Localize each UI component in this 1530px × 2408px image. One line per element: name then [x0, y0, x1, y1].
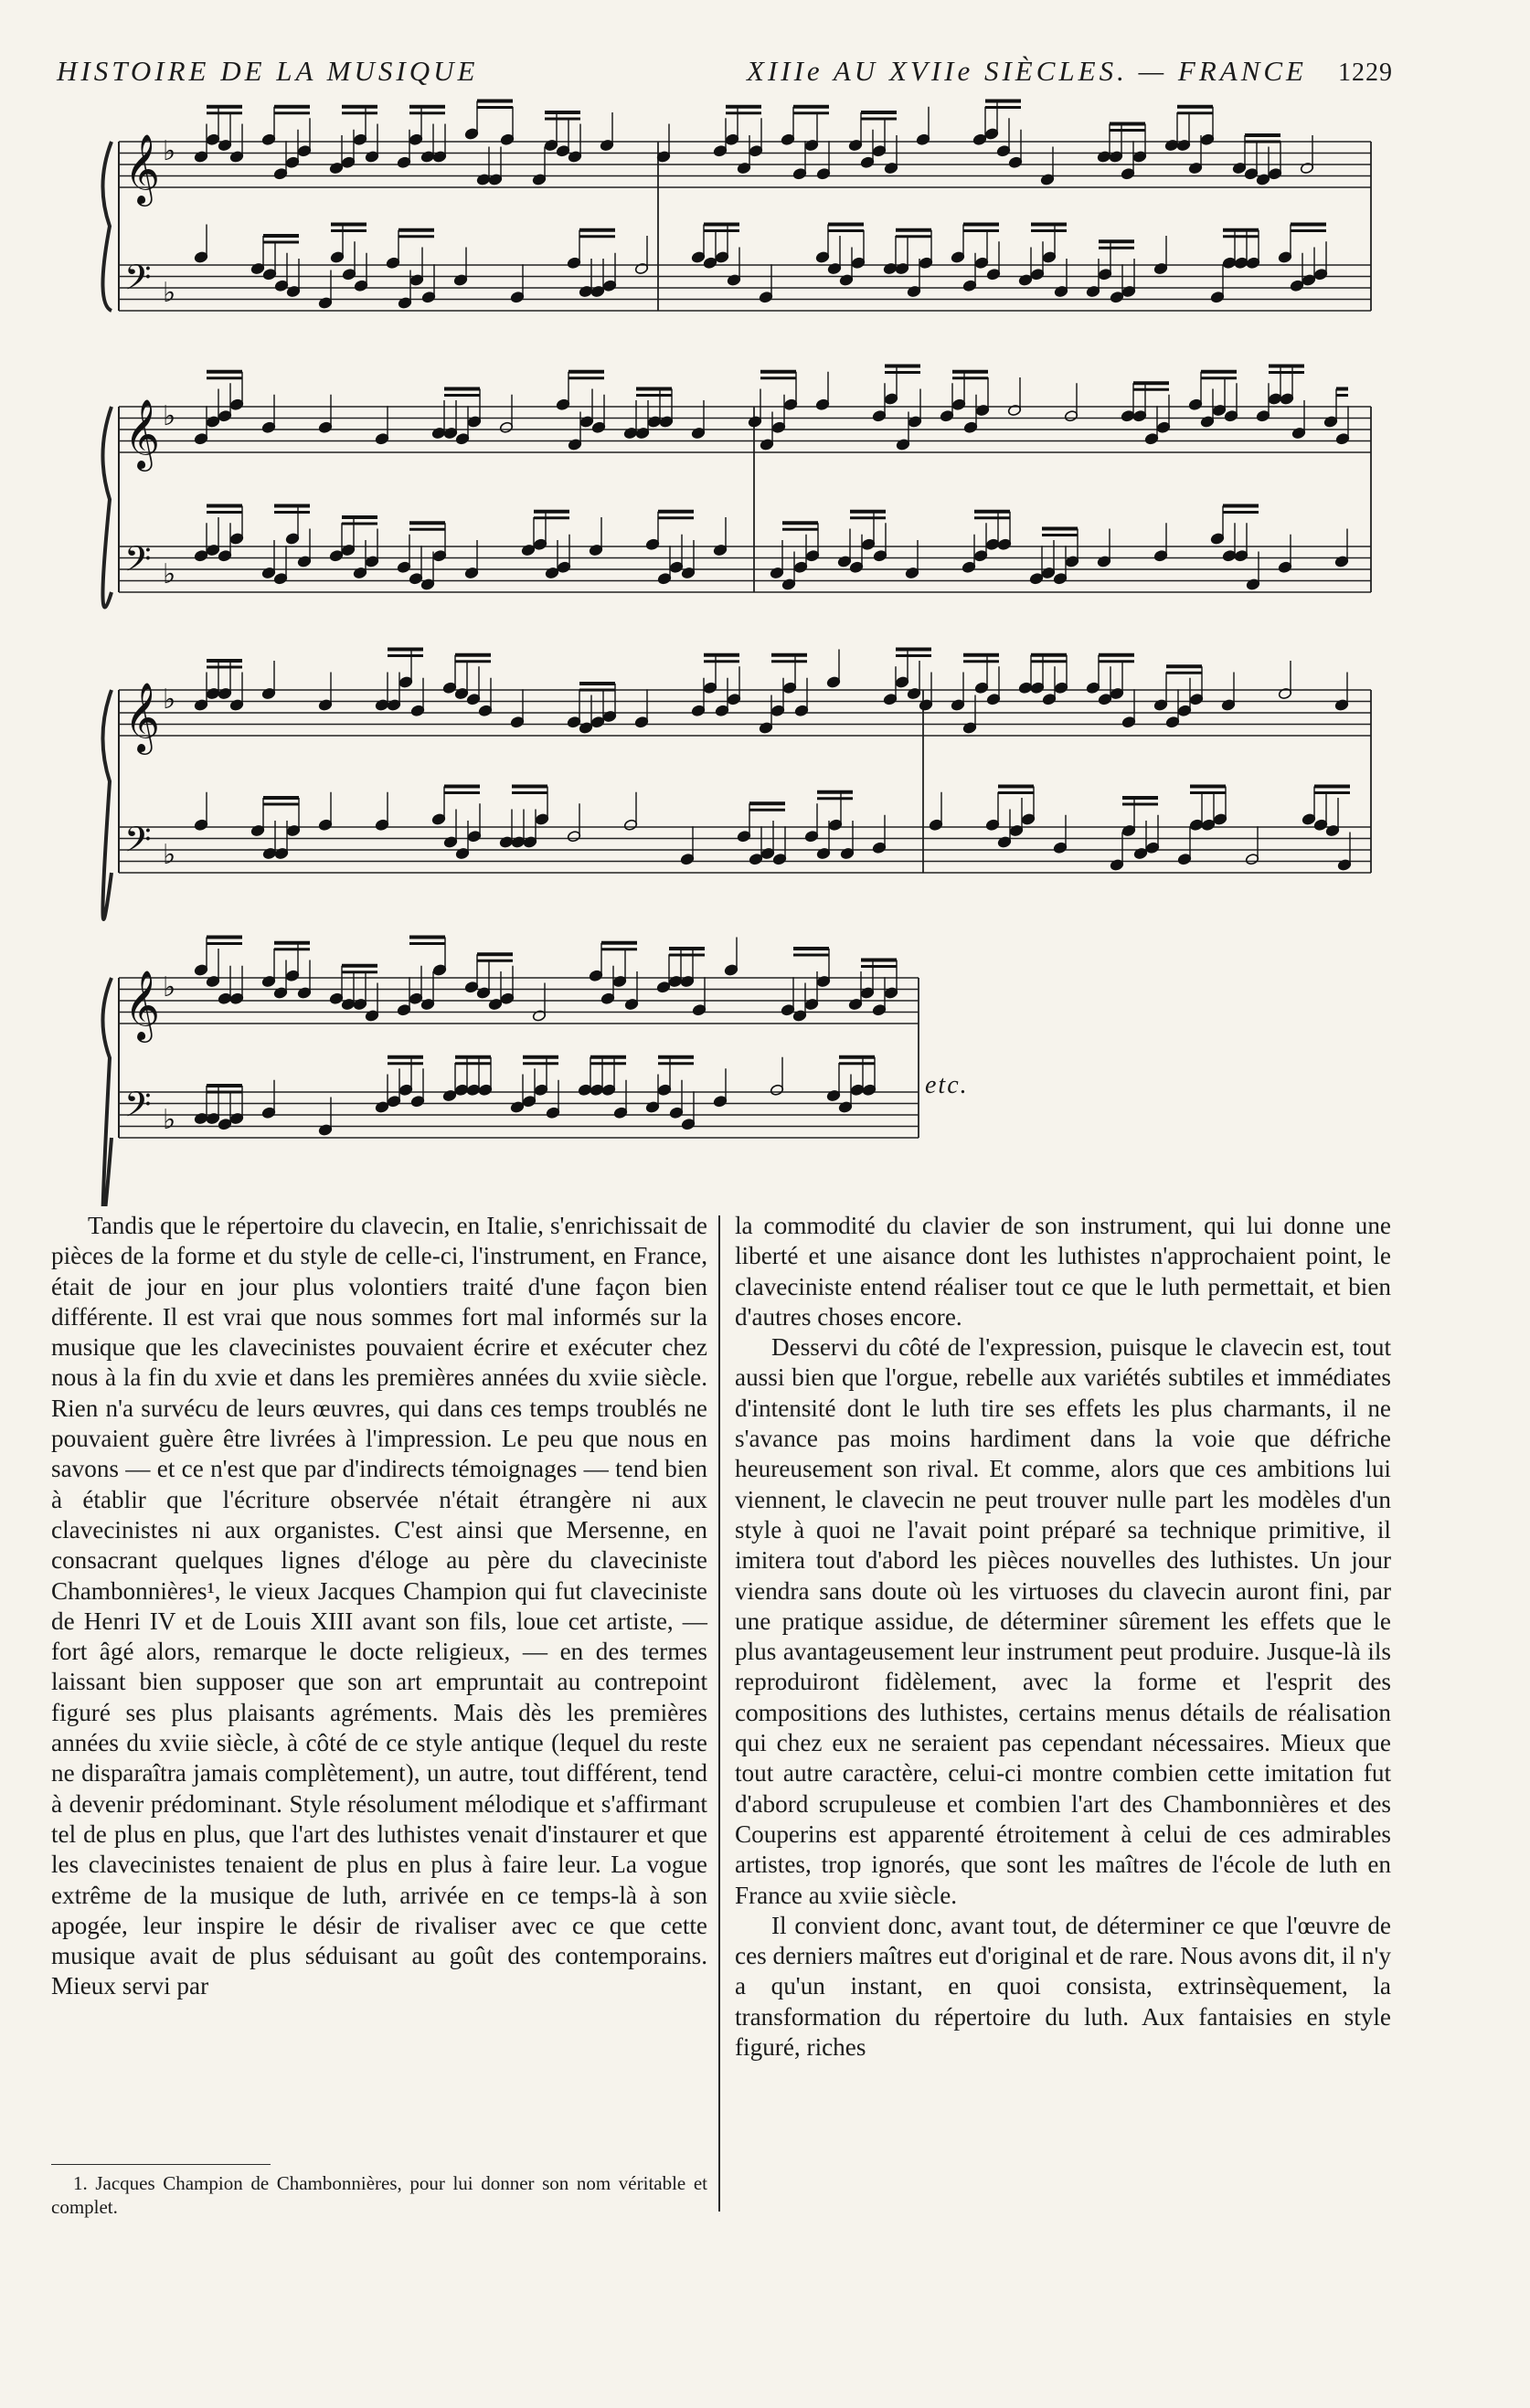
header-left-title: HISTOIRE DE LA MUSIQUE [57, 55, 479, 87]
column-divider [718, 1215, 720, 2212]
treble-clef-icon: 𝄞 [124, 133, 161, 204]
footnote [51, 2171, 707, 2219]
right-column [735, 1211, 1391, 2063]
right-paragraph-1: la commodité du clavier de son instrument, qui lui donne une liberté et une aisance dont les luthistes n'approchaient point, le claveciniste entend réaliser tout ce que le luth permettait, et bien d'autres choses encore. [735, 1212, 1391, 1331]
treble-clef-icon: 𝄞 [124, 970, 161, 1040]
right-paragraph-3: Il convient donc, avant tout, de déterminer ce que l'œuvre de ces derniers maîtres eut d'original et de rare. Nous avons dit, il n'y a qu'un instant, en quoi consista, extrinsèquement, la transformation du répertoire du luth. Aux fantaisies en style figuré, riches [735, 1911, 1391, 2062]
bass-clef-icon: 𝄢 [124, 819, 152, 868]
left-paragraph-1: Tandis que le répertoire du clavecin, en Italie, s'enrichissait de pièces de la forme et du style de celle-ci, l'instrument, en France, était de jour en jour plus volontiers traité d'une façon bien différente. Il est vrai que nous sommes fort mal informés sur la musique que les clavecinistes pouvaient écrire et exécuter chez nous à la fin du xvie et dans les premières années du xviie siècle. Rien n'a survécu de leurs œuvres, qui dans ces temps troublés ne pouvaient guère être livrées à l'impression. Le peu que nous en savons — et ce n'est que par d'indirects témoignages — tend bien à établir que l'écriture observée n'était étrangère ni aux clavecinistes ni aux organistes. C'est ainsi que Mersenne, en consacrant quelques lignes d'éloge au père du claveciniste Chambonnières¹, le vieux Jacques Champion qui fut claveciniste de Henri IV et de Louis XIII avant son fils, loue cet artiste, — fort âgé alors, remarque le docte religieux, — en des termes laissant bien supposer que son art empruntait au contrepoint figuré ses plus plaisants agréments. Mais dès les premières années du xviie siècle, à côté de ce style antique (lequel du reste ne disparaîtra jamais complètement), un autre, tout différent, tend à devenir prédominant. Style résolument mélodique et s'affirmant tel de plus en plus, que l'art des luthistes venait d'instaurer et que les clavecinistes tenaient de plus en plus à faire leur. La vogue extrême de la musique de luth, arrivée en ce temps-là à son apogée, leur inspire le désir de rivaliser avec ce que cette musique avait de plus séduisant au goût des contemporains. Mieux servi par [51, 1212, 707, 2000]
key-flat-icon: ♭ [163, 400, 176, 432]
key-flat-icon: ♭ [163, 135, 176, 167]
score-systems [102, 101, 1371, 1207]
treble-clef-icon: 𝄞 [124, 398, 161, 469]
footnote-text: 1. Jacques Champion de Chambonnières, pour lui donner son nom véritable et complet. [51, 2172, 707, 2218]
system-brace [102, 690, 112, 919]
header-right-title: XIIIe AU XVIIe SIÈCLES. — FRANCE [747, 55, 1307, 87]
right-paragraph-2: Desservi du côté de l'expression, puisque le clavecin est, tout aussi bien que l'orgue, rebelle aux variétés subtiles et immédiates d'intensité dont le luth tire ses effets les plus charmants, il ne s'avance pas moins hardiment dans la voie que défriche heureusement son rival. Et comme, alors que ces ambitions lui viennent, le clavecin ne peut trouver nulle part les modèles d'un style à quoi ne l'avait point préparé sa technique primitive, il imitera tout d'abord les pièces nouvelles des luthistes. Un jour viendra sans doute où les virtuoses du clavecin auront fini, par une pratique assidue, de déterminer sûrement les effets que le plus avantageusement leur instrument peut produire. Jusque-là ils reproduiront fidèlement, avec la forme et l'esprit des compositions des luthistes, certains menus détails de réalisation qui chez eux ne seraient pas cependant nécessaires. Mieux que tout autre caractère, celui-ci montre combien cette imitation fut d'abord scrupuleuse et combien l'art des Chambonnières et des Couperins est apparenté étroitement à celui de ces admirables artistes, trop ignorés, que sont les maîtres de l'école de luth en France au xviie siècle. [735, 1333, 1391, 1909]
page-number: 1229 [1338, 58, 1393, 87]
key-flat-icon: ♭ [163, 839, 176, 871]
system-brace [102, 142, 112, 311]
score-etc-marking: etc. [925, 1071, 969, 1099]
key-flat-icon: ♭ [163, 1104, 176, 1136]
footnote-rule [51, 2164, 271, 2165]
system-brace [102, 407, 112, 607]
system-brace [102, 978, 112, 1206]
left-column [51, 1211, 707, 2002]
key-flat-icon: ♭ [163, 277, 176, 309]
key-flat-icon: ♭ [163, 971, 176, 1003]
key-flat-icon: ♭ [163, 684, 176, 716]
bass-clef-icon: 𝄢 [124, 538, 152, 588]
bass-clef-icon: 𝄢 [124, 257, 152, 306]
treble-clef-icon: 𝄞 [124, 682, 161, 752]
bass-clef-icon: 𝄢 [124, 1084, 152, 1133]
key-flat-icon: ♭ [163, 558, 176, 590]
